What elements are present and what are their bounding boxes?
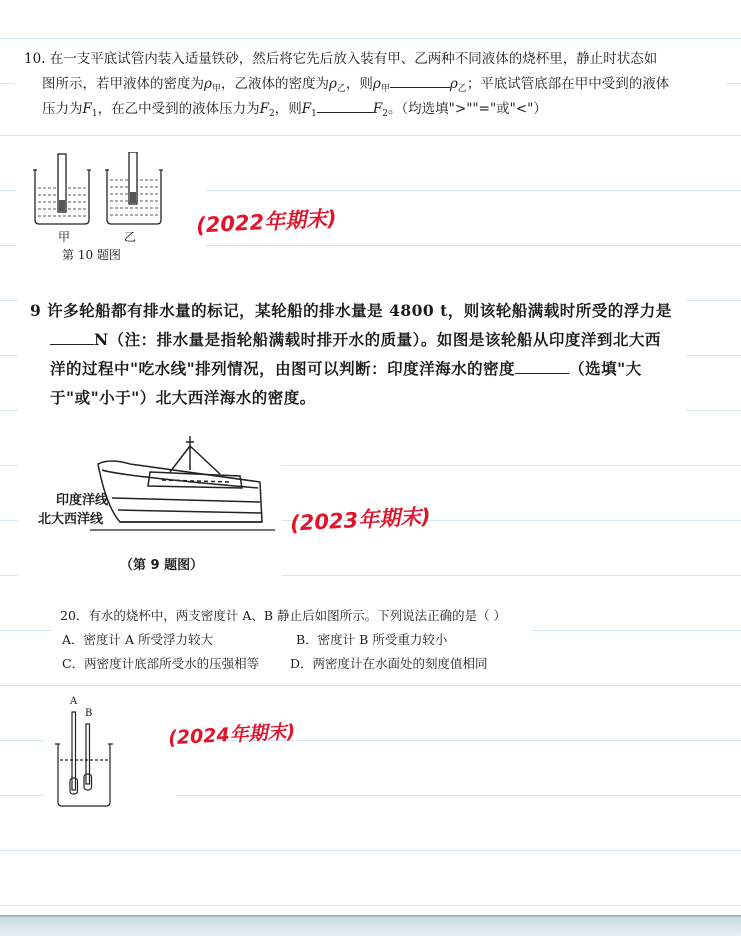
q10-line-3: 压力为$F_1$，在乙中受到的液体压力为$F_2$，则$F_1$ $F_2$。（均选填">""="或"<"）: [42, 101, 547, 119]
page-bottom-bar: [0, 915, 741, 936]
q10-blank-2[interactable]: [317, 112, 373, 113]
q20-stem: 20．有水的烧杯中，两支密度计 A、B 静止后如图所示。下列说法正确的是（ ）: [60, 608, 507, 623]
q9-year-note: (2023年期末): [289, 504, 432, 536]
q10-label-yi: 乙: [124, 230, 137, 244]
q10-line-1: 10. 在一支平底试管内装入适量铁砂，然后将它先后放入装有甲、乙两种不同液体的烧杯里，静止时状态如: [24, 51, 658, 67]
q20-option-d[interactable]: D．两密度计在水面处的刻度值相同: [290, 656, 488, 671]
q10-year-note: (2022年期末): [195, 206, 338, 238]
q9-blank-1[interactable]: [50, 344, 94, 345]
q10-line-2: 图所示，若甲液体的密度为$\rho_甲$，乙液体的密度为$\rho_乙$，则$\rho_甲$ $\rho_乙$；平底试管底部在甲中受到的液体: [42, 76, 670, 94]
q9-line-2: N（注：排水量是指轮船满载时排开水的质量）。如图是该轮船从印度洋到北大西: [50, 325, 661, 354]
q20-option-b[interactable]: B．密度计 B 所受重力较小: [296, 632, 448, 647]
q20-year-note: (2024年期末): [167, 720, 296, 750]
q20-option-a[interactable]: A．密度计 A 所受浮力较大: [62, 632, 214, 647]
beaker-yi-icon: [105, 152, 163, 224]
hydrometer-label-a: A: [70, 696, 78, 707]
q10-label-jia: 甲: [58, 230, 71, 244]
q9-line-3: 洋的过程中"吃水线"排列情况，由图可以判断：印度洋海水的密度 （选填"大: [50, 359, 642, 378]
beaker-jia-icon: [33, 154, 91, 224]
label-indian-ocean-line: 印度洋线: [56, 493, 109, 508]
q9-blank-2[interactable]: [515, 373, 569, 374]
q20-option-c[interactable]: C．两密度计底部所受水的压强相等: [62, 656, 260, 671]
q9-figure-caption: （第 9 题图）: [120, 558, 204, 573]
hydrometer-figure: [50, 708, 120, 810]
q10-beakers-figure: [30, 152, 170, 226]
q9-line-1: 9 许多轮船都有排水量的标记，某轮船的排水量是 4800 t，则该轮船满载时所受的浮力是: [30, 301, 672, 320]
hydrometer-label-b: B: [85, 708, 93, 719]
label-north-atlantic-line: 北大西洋线: [38, 512, 104, 527]
q10-blank-1[interactable]: [390, 87, 450, 88]
q10-figure-caption: 第 10 题图: [62, 248, 121, 262]
ship-figure: [90, 436, 275, 536]
q9-line-4: 于"或"小于"）北大西洋海水的密度。: [50, 388, 316, 407]
